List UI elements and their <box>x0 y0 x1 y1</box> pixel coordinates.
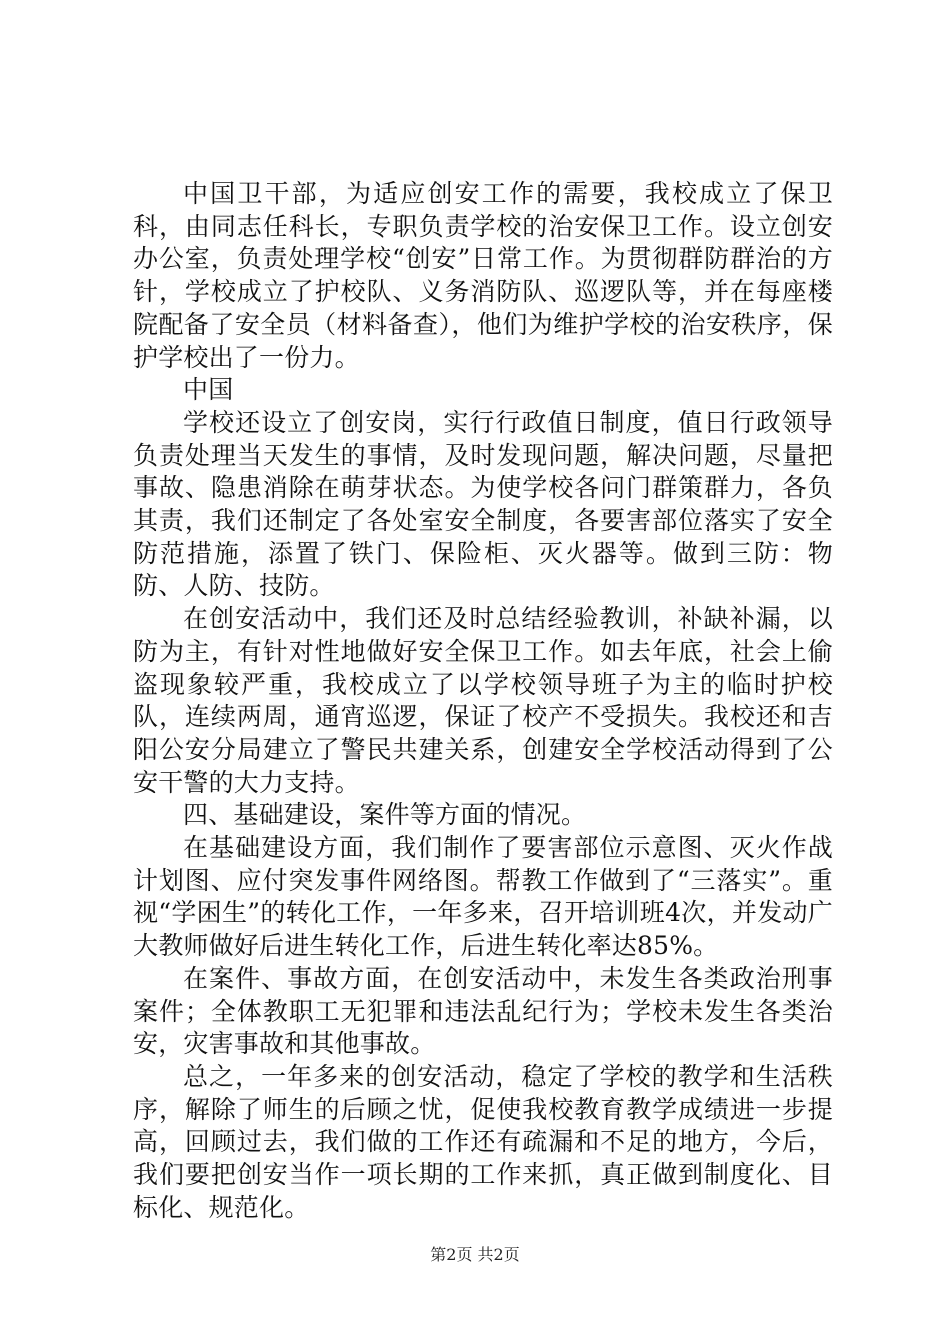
page-number-footer: 第2页 共2页 <box>430 1245 520 1264</box>
paragraph: 学校还设立了创安岗，实行行政值日制度，值日行政领导负责处理当天发生的事情，及时发现问题，解决问题，尽量把事故、隐患消除在萌芽状态。为使学校各问门群策群力，各负其责，我们还制定了各处室安全制度，各要害部位落实了安全防范措施，添置了铁门、保险柜、灭火器等。做到三防：物防、人防、技防。 <box>133 407 833 601</box>
paragraph: 在案件、事故方面，在创安活动中，未发生各类政治刑事案件；全体教职工无犯罪和违法乱纪行为；学校未发生各类治安，灾害事故和其他事故。 <box>133 963 833 1059</box>
paragraph: 在基础建设方面，我们制作了要害部位示意图、灭火作战计划图、应付突发事件网络图。帮教工作做到了“三落实”。重视“学困生”的转化工作，一年多来，召开培训班4次，并发动广大教师做好后进生转化工作，后进生转化率达85%。 <box>133 833 833 961</box>
paragraph: 在创安活动中，我们还及时总结经验教训，补缺补漏，以防为主，有针对性地做好安全保卫工作。如去年底，社会上偷盗现象较严重，我校成立了以学校领导班子为主的临时护校队，连续两周，通宵巡逻，保证了校产不受损失。我校还和吉阳公安分局建立了警民共建关系，创建安全学校活动得到了公安干警的大力支持。 <box>133 604 833 797</box>
paragraph: 中国卫干部，为适应创安工作的需要，我校成立了保卫科，由同志任科长，专职负责学校的治安保卫工作。设立创安办公室，负责处理学校“创安”日常工作。为贯彻群防群治的方针，学校成立了护校队、义务消防队、巡逻队等，并在每座楼院配备了安全员（材料备查），他们为维护学校的治安秩序，保护学校出了一份力。 <box>133 179 833 372</box>
paragraph: 总之，一年多来的创安活动，稳定了学校的教学和生活秩序，解除了师生的后顾之忧，促使我校教育教学成绩进一步提高，回顾过去，我们做的工作还有疏漏和不足的地方，今后，我们要把创安当作一项长期的工作来抓，真正做到制度化、目标化、规范化。 <box>133 1061 833 1222</box>
document-body <box>133 178 833 1225</box>
paragraph: 中国 <box>183 375 234 405</box>
section-heading: 四、基础建设，案件等方面的情况。 <box>183 800 587 830</box>
